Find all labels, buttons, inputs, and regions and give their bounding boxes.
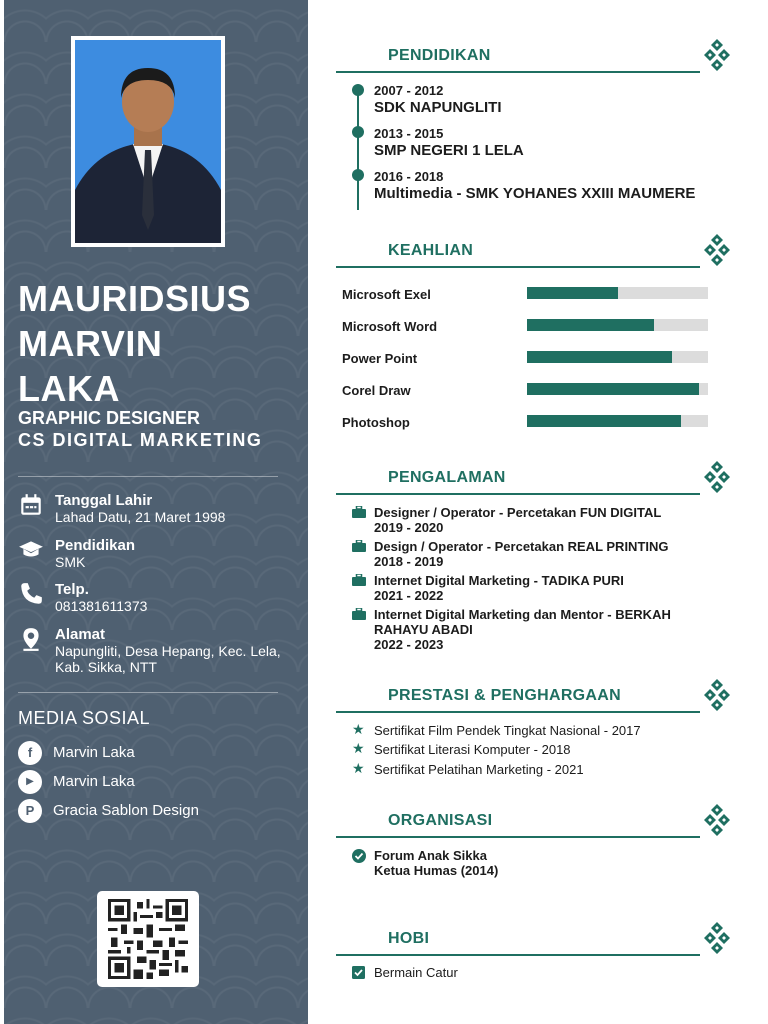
skill-bar (527, 319, 708, 331)
timeline-line (357, 88, 359, 210)
qr-code-icon (105, 899, 191, 979)
info-title: Tanggal Lahir (55, 492, 153, 509)
skill-bar (527, 415, 708, 427)
skill-bar-fill (527, 351, 672, 363)
profile-photo (71, 36, 225, 247)
section-underline (336, 266, 700, 268)
info-title: Telp. (55, 581, 89, 598)
location-pin-icon (18, 626, 44, 652)
section-title-organization: ORGANISASI (388, 812, 493, 829)
social-youtube[interactable] (18, 770, 278, 794)
experience-years: 2018 - 2019 (374, 554, 444, 569)
skill-bar-fill (527, 415, 681, 427)
organization-role: Ketua Humas (2014) (374, 863, 499, 878)
checkbox-checked-icon (352, 966, 365, 979)
graduation-cap-icon (18, 537, 44, 563)
social-label: Marvin Laka (53, 744, 135, 761)
ornament-icon (702, 921, 732, 957)
experience-years: 2019 - 2020 (374, 520, 444, 535)
skill-bar-fill (527, 383, 699, 395)
info-title: Pendidikan (55, 537, 136, 554)
section-underline (336, 711, 700, 713)
experience-years: 2021 - 2022 (374, 588, 444, 603)
briefcase-icon (352, 574, 366, 586)
hobby-text: Bermain Catur (374, 965, 458, 980)
star-icon: ★ (352, 721, 365, 737)
ornament-icon (702, 460, 732, 496)
skill-bar-fill (527, 287, 618, 299)
experience-role: Design / Operator - Percetakan REAL PRINTING (374, 539, 669, 554)
section-title-skills: KEAHLIAN (388, 242, 474, 259)
info-value: SMK (55, 554, 86, 570)
social-heading: MEDIA SOSIAL (18, 708, 151, 728)
education-school: SDK NAPUNGLITI (374, 99, 502, 116)
section-title-education: PENDIDIKAN (388, 47, 491, 64)
organization-name: Forum Anak Sikka (374, 848, 487, 863)
briefcase-icon (352, 608, 366, 620)
skill-name: Power Point (342, 351, 418, 366)
briefcase-icon (352, 506, 366, 518)
sidebar (4, 0, 308, 1024)
section-underline (336, 836, 700, 838)
ornament-icon (702, 803, 732, 839)
timeline-dot (352, 84, 364, 96)
timeline-dot (352, 126, 364, 138)
skill-name: Microsoft Word (342, 319, 438, 334)
achievement-text: Sertifikat Literasi Komputer - 2018 (374, 742, 571, 757)
skill-bar (527, 351, 708, 363)
skill-bar (527, 287, 708, 299)
phone-icon (18, 581, 44, 607)
education-years: 2016 - 2018 (374, 169, 444, 184)
calendar-icon (18, 492, 44, 518)
experience-role: Internet Digital Marketing - TADIKA PURI (374, 573, 624, 588)
job-subtitle: CS DIGITAL MARKETING (18, 430, 263, 450)
education-years: 2007 - 2012 (374, 83, 444, 98)
star-icon: ★ (352, 760, 365, 776)
ornament-icon (702, 38, 732, 74)
education-years: 2013 - 2015 (374, 126, 444, 141)
ornament-icon (702, 678, 732, 714)
check-circle-icon (352, 849, 366, 863)
section-underline (336, 71, 700, 73)
briefcase-icon (352, 540, 366, 552)
experience-role: Designer / Operator - Percetakan FUN DIGITAL (374, 505, 662, 520)
job-title: GRAPHIC DESIGNER (18, 408, 201, 428)
education-school: SMP NEGERI 1 LELA (374, 142, 524, 159)
qr-code (97, 891, 199, 987)
achievement-text: Sertifikat Film Pendek Tingkat Nasional - 2017 (374, 723, 641, 738)
section-title-hobby: HOBI (388, 930, 430, 947)
skill-bar-fill (527, 319, 654, 331)
skill-bar (527, 383, 708, 395)
experience-role: Internet Digital Marketing dan Mentor - BERKAH RAHAYU ABADI (374, 607, 671, 637)
social-facebook[interactable] (18, 741, 278, 765)
ornament-icon (702, 233, 732, 269)
divider (18, 476, 278, 477)
experience-years: 2022 - 2023 (374, 637, 444, 652)
info-value: Lahad Datu, 21 Maret 1998 (55, 509, 226, 525)
social-label: Gracia Sablon Design (53, 802, 199, 819)
social-label: Marvin Laka (53, 773, 135, 790)
education-school: Multimedia - SMK YOHANES XXIII MAUMERE (374, 185, 696, 202)
skill-name: Microsoft Exel (342, 287, 431, 302)
full-name: MAURIDSIUS MARVIN LAKA (18, 278, 252, 409)
person-portrait-image (75, 40, 221, 243)
youtube-icon: ▶ (18, 770, 42, 794)
divider (18, 692, 278, 693)
info-value: Napungliti, Desa Hepang, Kec. Lela, Kab. Sikka, NTT (55, 643, 281, 675)
facebook-icon: f (18, 741, 42, 765)
section-title-achievements: PRESTASI & PENGHARGAAN (388, 687, 621, 704)
skill-name: Photoshop (342, 415, 410, 430)
section-underline (336, 493, 700, 495)
achievement-text: Sertifikat Pelatihan Marketing - 2021 (374, 762, 584, 777)
info-title: Alamat (55, 626, 106, 643)
section-underline (336, 954, 700, 956)
info-value: 081381611373 (55, 598, 148, 614)
timeline-dot (352, 169, 364, 181)
skill-name: Corel Draw (342, 383, 411, 398)
social-pinterest[interactable] (18, 799, 278, 823)
pinterest-icon: P (18, 799, 42, 823)
star-icon: ★ (352, 740, 365, 756)
section-title-experience: PENGALAMAN (388, 469, 506, 486)
